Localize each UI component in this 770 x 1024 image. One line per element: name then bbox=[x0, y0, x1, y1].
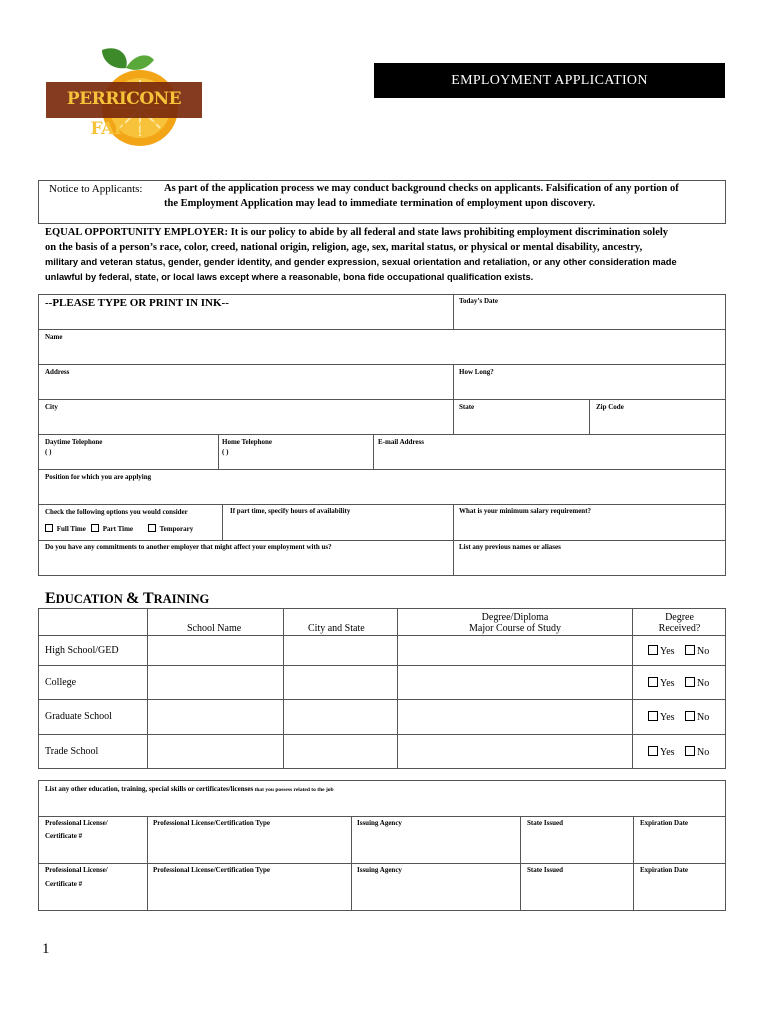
temporary-label: Temporary bbox=[159, 525, 194, 533]
license2-cert-number-field[interactable]: Certificate # bbox=[45, 880, 83, 888]
license1-expiration-date-field[interactable]: Expiration Date bbox=[640, 819, 689, 827]
how-long-field[interactable]: How Long? bbox=[459, 368, 494, 376]
row-label-graduate-school: Graduate School bbox=[45, 711, 112, 722]
full-time-option[interactable] bbox=[45, 524, 86, 533]
high-school-yes-option[interactable] bbox=[648, 645, 675, 657]
col-header-received-line2: Received? bbox=[658, 623, 701, 634]
license1-label: Professional License/ bbox=[45, 819, 108, 827]
college-no-option[interactable] bbox=[685, 677, 709, 689]
home-telephone-area-code: ( ) bbox=[222, 448, 229, 456]
license2-label: Professional License/ bbox=[45, 866, 108, 874]
other-skills-label: List any other education, training, special skills or certificates/licenses bbox=[45, 785, 254, 793]
minimum-salary-field[interactable]: What is your minimum salary requirement? bbox=[459, 507, 592, 515]
high-school-no-option[interactable] bbox=[685, 645, 709, 657]
no-label: No bbox=[697, 678, 710, 689]
address-field[interactable]: Address bbox=[45, 368, 70, 376]
col-header-city-state: City and State bbox=[308, 623, 365, 634]
commitments-field[interactable]: Do you have any commitments to another employer that might affect your employment with us? bbox=[45, 543, 332, 551]
row-label-trade-school: Trade School bbox=[45, 746, 99, 757]
graduate-no-checkbox[interactable] bbox=[685, 711, 695, 721]
license1-type-field[interactable]: Professional License/Certification Type bbox=[153, 819, 271, 827]
license2-type-field[interactable]: Professional License/Certification Type bbox=[153, 866, 271, 874]
license1-cert-number-field[interactable]: Certificate # bbox=[45, 832, 83, 840]
part-time-checkbox[interactable] bbox=[91, 524, 99, 532]
college-yes-checkbox[interactable] bbox=[648, 677, 658, 687]
education-heading-initial: E bbox=[45, 590, 56, 607]
graduate-no-option[interactable] bbox=[685, 711, 709, 723]
state-field[interactable]: State bbox=[459, 403, 475, 411]
license2-state-issued-field[interactable]: State Issued bbox=[527, 866, 563, 874]
no-label: No bbox=[697, 712, 710, 723]
other-skills-field[interactable] bbox=[45, 785, 334, 793]
trade-no-checkbox[interactable] bbox=[685, 746, 695, 756]
position-field[interactable]: Position for which you are applying bbox=[45, 473, 152, 481]
daytime-telephone-area-code: ( ) bbox=[45, 448, 52, 456]
eeo-statement bbox=[45, 225, 677, 285]
employment-options-label: Check the following options you would consider bbox=[45, 508, 188, 516]
company-logo bbox=[42, 44, 207, 149]
trade-yes-checkbox[interactable] bbox=[648, 746, 658, 756]
other-skills-label-small: that you possess related to the job bbox=[253, 787, 334, 793]
yes-label: Yes bbox=[660, 646, 675, 657]
col-header-degree-line2: Major Course of Study bbox=[469, 623, 561, 634]
temporary-checkbox[interactable] bbox=[148, 524, 156, 532]
page-title: EMPLOYMENT APPLICATION bbox=[374, 63, 725, 98]
part-time-label: Part Time bbox=[102, 525, 134, 533]
education-heading-amp: & T bbox=[125, 590, 154, 607]
col-header-received-line1: Degree bbox=[665, 612, 694, 623]
city-field[interactable]: City bbox=[45, 403, 58, 411]
row-label-high-school: High School/GED bbox=[45, 645, 119, 656]
home-telephone-field[interactable]: Home Telephone bbox=[222, 438, 272, 446]
college-no-checkbox[interactable] bbox=[685, 677, 695, 687]
no-label: No bbox=[697, 646, 710, 657]
full-time-checkbox[interactable] bbox=[45, 524, 53, 532]
col-header-degree-line1: Degree/Diploma bbox=[481, 612, 549, 623]
zip-code-field[interactable]: Zip Code bbox=[596, 403, 624, 411]
license1-state-issued-field[interactable]: State Issued bbox=[527, 819, 563, 827]
education-heading-text1: DUCATION bbox=[55, 592, 126, 606]
graduate-yes-checkbox[interactable] bbox=[648, 711, 658, 721]
notice-text-line1: As part of the application process we may conduct background checks on applicants. Falsification of any portion of bbox=[164, 183, 679, 194]
eeo-line2: on the basis of a person’s race, color, creed, national origin, religion, age, sex, marital status, or physical or mental disability, ancestry, bbox=[45, 242, 643, 253]
logo-wordmark: PERRICONE FARMS bbox=[66, 89, 182, 139]
no-label: No bbox=[697, 747, 710, 758]
eeo-line4: unlawful by federal, state, or local laws except where a reasonable, bona fide occupational qualification exists. bbox=[45, 272, 534, 282]
notice-label: Notice to Applicants: bbox=[49, 183, 143, 195]
eeo-line1: EQUAL OPPORTUNITY EMPLOYER: It is our policy to abide by all federal and state laws prohibiting employment discrimination solely bbox=[45, 227, 669, 238]
notice-text-line2: the Employment Application may lead to immediate termination of employment upon discovery. bbox=[164, 198, 596, 209]
high-school-yes-checkbox[interactable] bbox=[648, 645, 658, 655]
education-heading-text2: RAINING bbox=[153, 592, 210, 606]
yes-label: Yes bbox=[660, 678, 675, 689]
part-time-option[interactable] bbox=[91, 524, 133, 533]
high-school-no-checkbox[interactable] bbox=[685, 645, 695, 655]
row-label-college: College bbox=[45, 677, 77, 688]
trade-yes-option[interactable] bbox=[648, 746, 675, 758]
yes-label: Yes bbox=[660, 712, 675, 723]
col-header-school-name: School Name bbox=[187, 623, 242, 634]
graduate-yes-option[interactable] bbox=[648, 711, 675, 723]
form-instruction: --PLEASE TYPE OR PRINT IN INK-- bbox=[45, 297, 229, 309]
page-number: 1 bbox=[42, 941, 50, 957]
yes-label: Yes bbox=[660, 747, 675, 758]
personal-info-form bbox=[38, 294, 726, 576]
college-yes-option[interactable] bbox=[648, 677, 675, 689]
todays-date-field[interactable]: Today’s Date bbox=[459, 297, 498, 305]
license2-expiration-date-field[interactable]: Expiration Date bbox=[640, 866, 689, 874]
trade-no-option[interactable] bbox=[685, 746, 709, 758]
previous-names-field[interactable]: List any previous names or aliases bbox=[459, 543, 561, 551]
temporary-option[interactable] bbox=[148, 524, 193, 533]
email-field[interactable]: E-mail Address bbox=[378, 438, 424, 446]
full-time-label: Full Time bbox=[56, 525, 86, 533]
license2-issuing-agency-field[interactable]: Issuing Agency bbox=[357, 866, 402, 874]
licenses-table bbox=[38, 780, 726, 911]
name-field[interactable]: Name bbox=[45, 333, 63, 341]
part-time-hours-field[interactable]: If part time, specify hours of availability bbox=[230, 507, 351, 515]
license1-issuing-agency-field[interactable]: Issuing Agency bbox=[357, 819, 402, 827]
daytime-telephone-field[interactable]: Daytime Telephone bbox=[45, 438, 103, 446]
eeo-line3: military and veteran status, gender, gender identity, and gender expression, sexual orientation and retaliation, or any other consideration made bbox=[45, 257, 677, 267]
education-heading bbox=[45, 590, 209, 608]
